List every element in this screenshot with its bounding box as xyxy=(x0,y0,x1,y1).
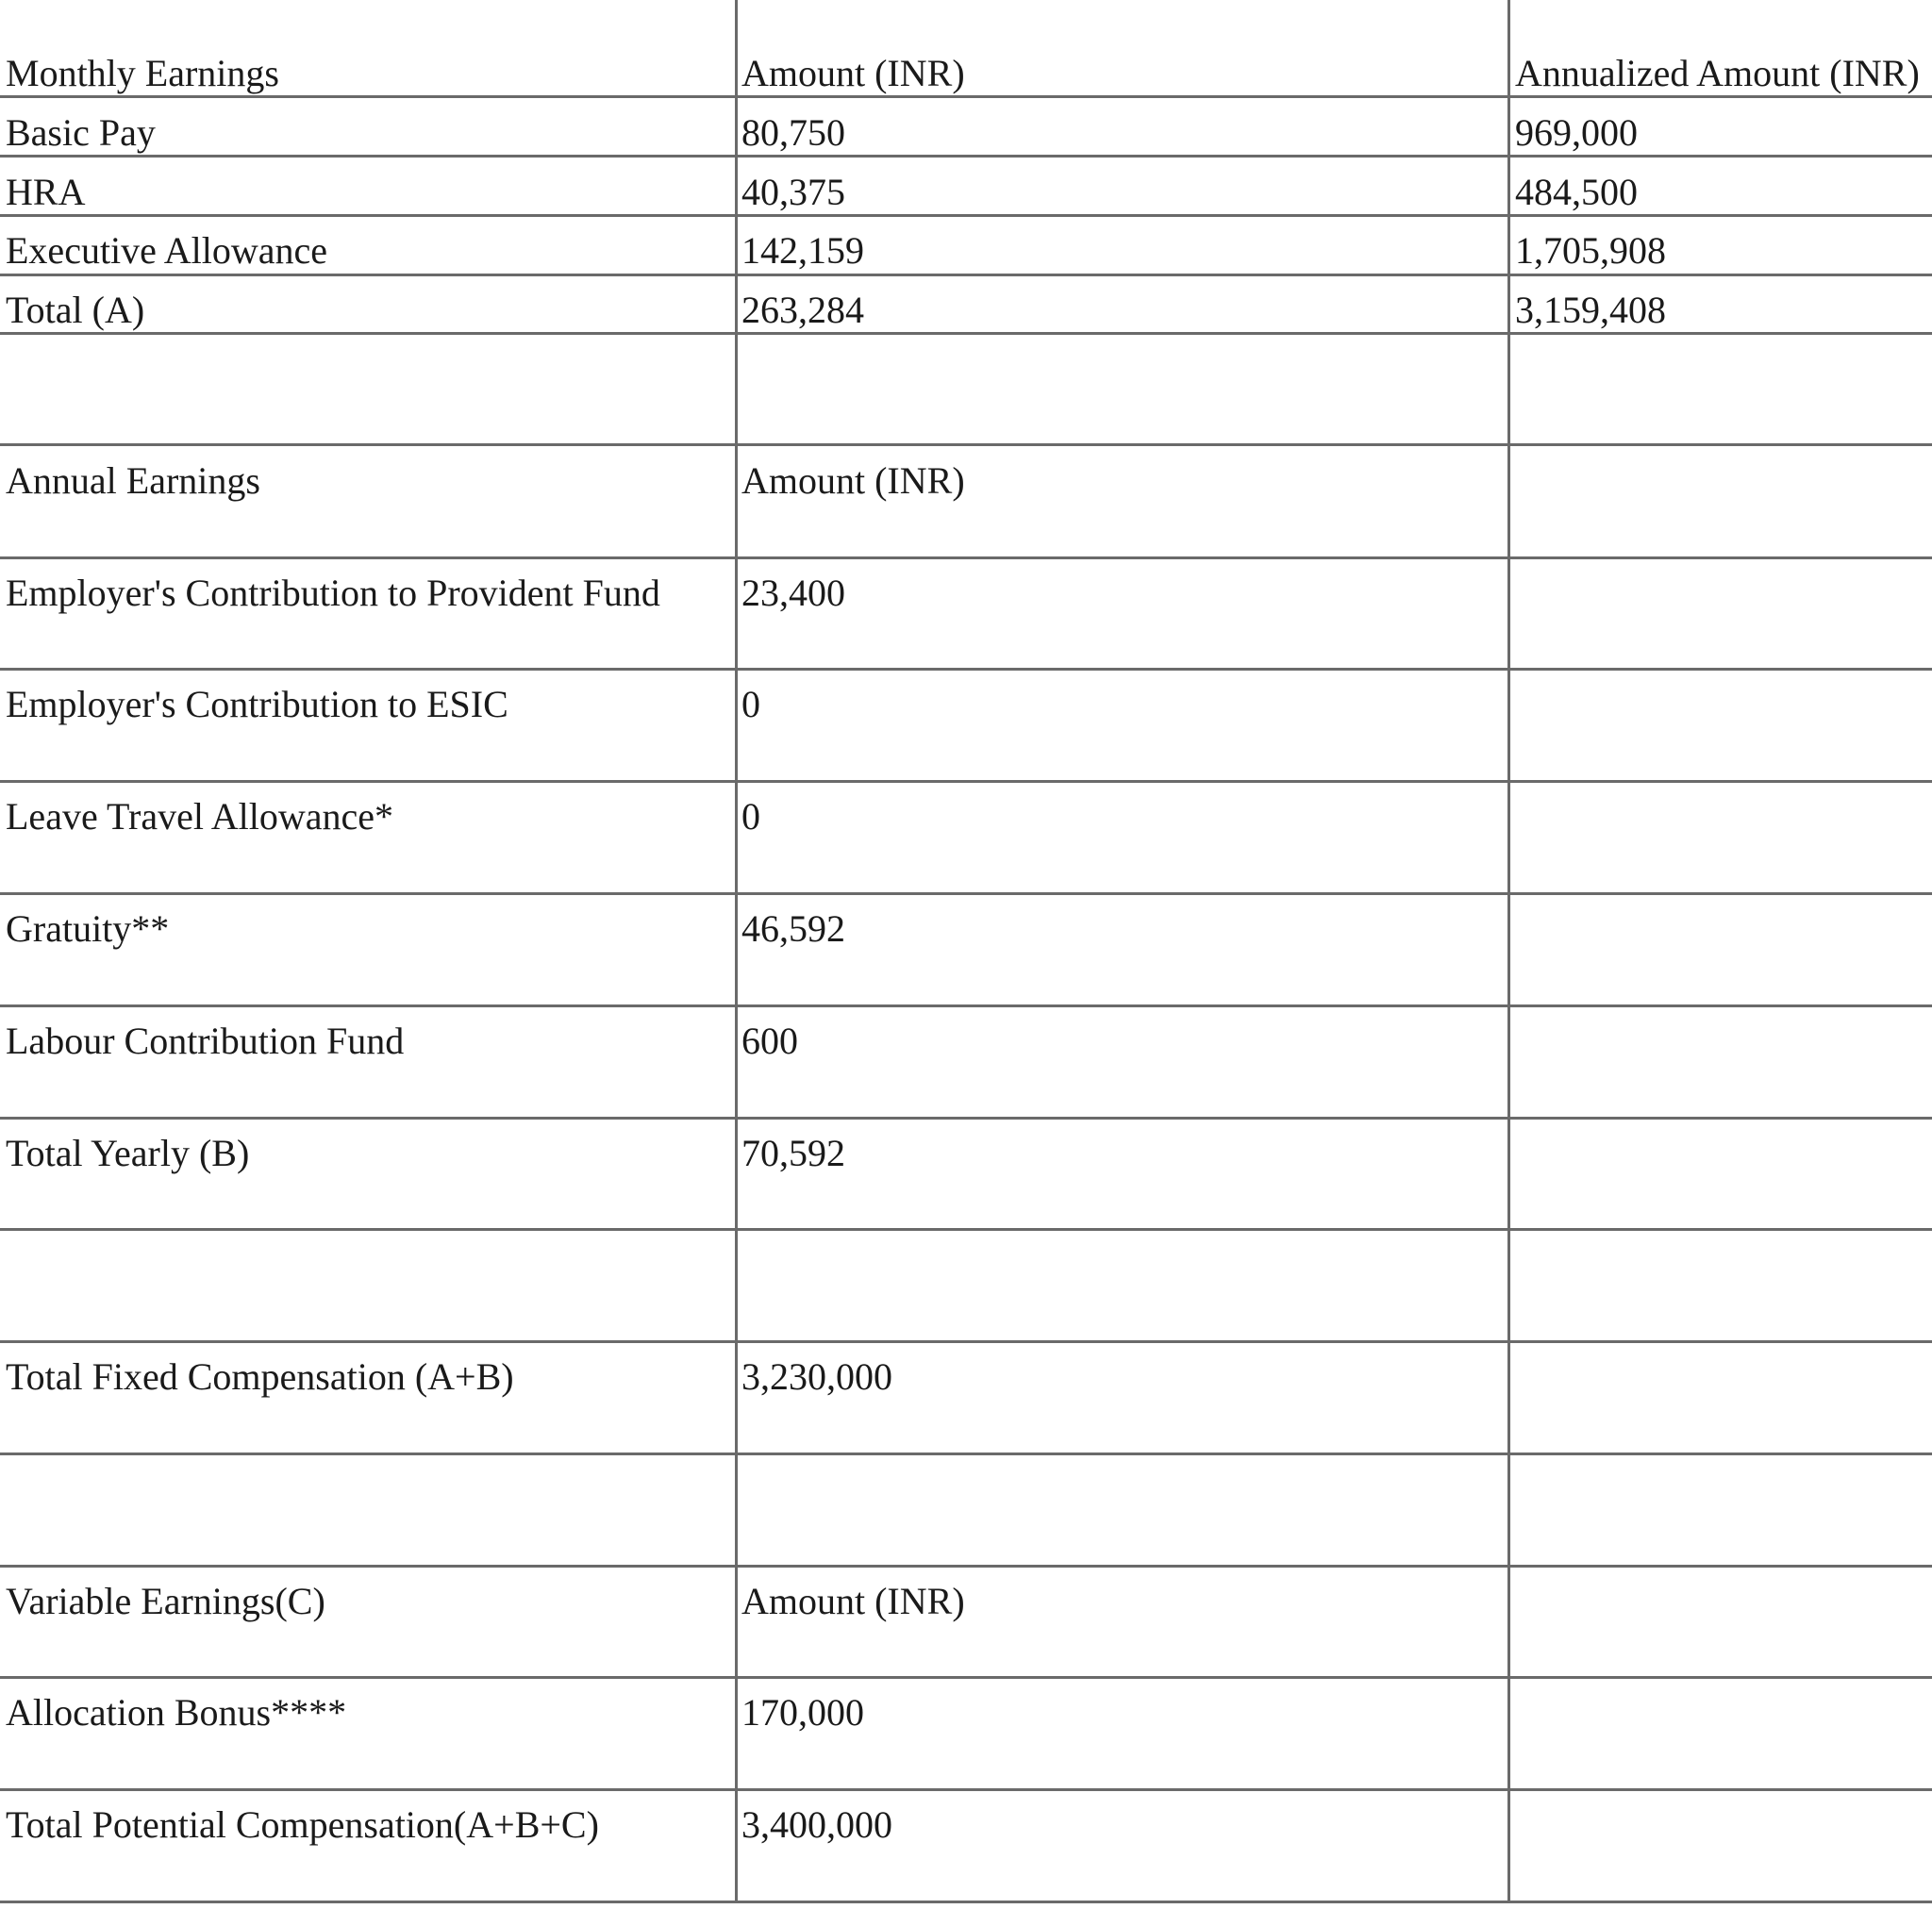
row-amount-allocation-bonus: 170,000 xyxy=(741,1691,864,1734)
monthly-header-label: Monthly Earnings xyxy=(6,52,279,94)
row-label-total-fixed-compensation: Total Fixed Compensation (A+B) xyxy=(6,1355,514,1398)
row-annual-hra: 484,500 xyxy=(1515,171,1638,213)
row-divider xyxy=(0,443,1932,446)
row-divider xyxy=(0,1901,1932,1903)
row-divider xyxy=(0,1004,1932,1007)
row-label-total-a: Total (A) xyxy=(6,289,145,331)
row-divider xyxy=(0,1676,1932,1679)
row-label-esic: Employer's Contribution to ESIC xyxy=(6,683,508,725)
monthly-header-annualized: Annualized Amount (INR) xyxy=(1515,52,1920,94)
row-divider xyxy=(0,95,1932,98)
row-divider xyxy=(0,780,1932,783)
row-divider xyxy=(0,892,1932,895)
row-amount-total-yearly-b: 70,592 xyxy=(741,1132,845,1174)
row-label-leave-travel-allowance: Leave Travel Allowance* xyxy=(6,795,393,838)
row-divider xyxy=(0,1565,1932,1568)
row-amount-total-fixed-compensation: 3,230,000 xyxy=(741,1355,892,1398)
row-amount-basic-pay: 80,750 xyxy=(741,111,845,154)
column-divider xyxy=(1507,0,1510,1903)
row-divider xyxy=(0,1340,1932,1343)
row-amount-executive-allowance: 142,159 xyxy=(741,229,864,272)
row-amount-provident-fund: 23,400 xyxy=(741,572,845,614)
row-label-gratuity: Gratuity** xyxy=(6,907,170,950)
row-divider xyxy=(0,556,1932,559)
row-label-allocation-bonus: Allocation Bonus**** xyxy=(6,1691,347,1734)
row-amount-labour-contribution-fund: 600 xyxy=(741,1020,798,1062)
annual-header-amount: Amount (INR) xyxy=(741,459,965,502)
row-divider xyxy=(0,155,1932,158)
annual-header-label: Annual Earnings xyxy=(6,459,260,502)
row-divider xyxy=(0,668,1932,671)
row-label-total-yearly-b: Total Yearly (B) xyxy=(6,1132,250,1174)
row-annual-basic-pay: 969,000 xyxy=(1515,111,1638,154)
variable-header-amount: Amount (INR) xyxy=(741,1580,965,1622)
row-amount-leave-travel-allowance: 0 xyxy=(741,795,760,838)
row-label-basic-pay: Basic Pay xyxy=(6,111,156,154)
row-amount-total-potential-compensation: 3,400,000 xyxy=(741,1803,892,1846)
row-annual-total-a: 3,159,408 xyxy=(1515,289,1666,331)
row-divider xyxy=(0,332,1932,335)
row-divider xyxy=(0,274,1932,276)
variable-header-label: Variable Earnings(C) xyxy=(6,1580,325,1622)
row-label-labour-contribution-fund: Labour Contribution Fund xyxy=(6,1020,405,1062)
monthly-header-amount: Amount (INR) xyxy=(741,52,965,94)
row-label-executive-allowance: Executive Allowance xyxy=(6,229,327,272)
row-divider xyxy=(0,214,1932,217)
row-divider xyxy=(0,1788,1932,1791)
row-divider xyxy=(0,1452,1932,1455)
row-amount-esic: 0 xyxy=(741,683,760,725)
row-divider xyxy=(0,1228,1932,1231)
row-divider xyxy=(0,1117,1932,1120)
row-amount-gratuity: 46,592 xyxy=(741,907,845,950)
row-label-provident-fund: Employer's Contribution to Provident Fund xyxy=(6,572,660,614)
row-amount-total-a: 263,284 xyxy=(741,289,864,331)
row-label-total-potential-compensation: Total Potential Compensation(A+B+C) xyxy=(6,1803,599,1846)
row-annual-executive-allowance: 1,705,908 xyxy=(1515,229,1666,272)
column-divider xyxy=(735,0,738,1903)
row-amount-hra: 40,375 xyxy=(741,171,845,213)
row-label-hra: HRA xyxy=(6,171,86,213)
